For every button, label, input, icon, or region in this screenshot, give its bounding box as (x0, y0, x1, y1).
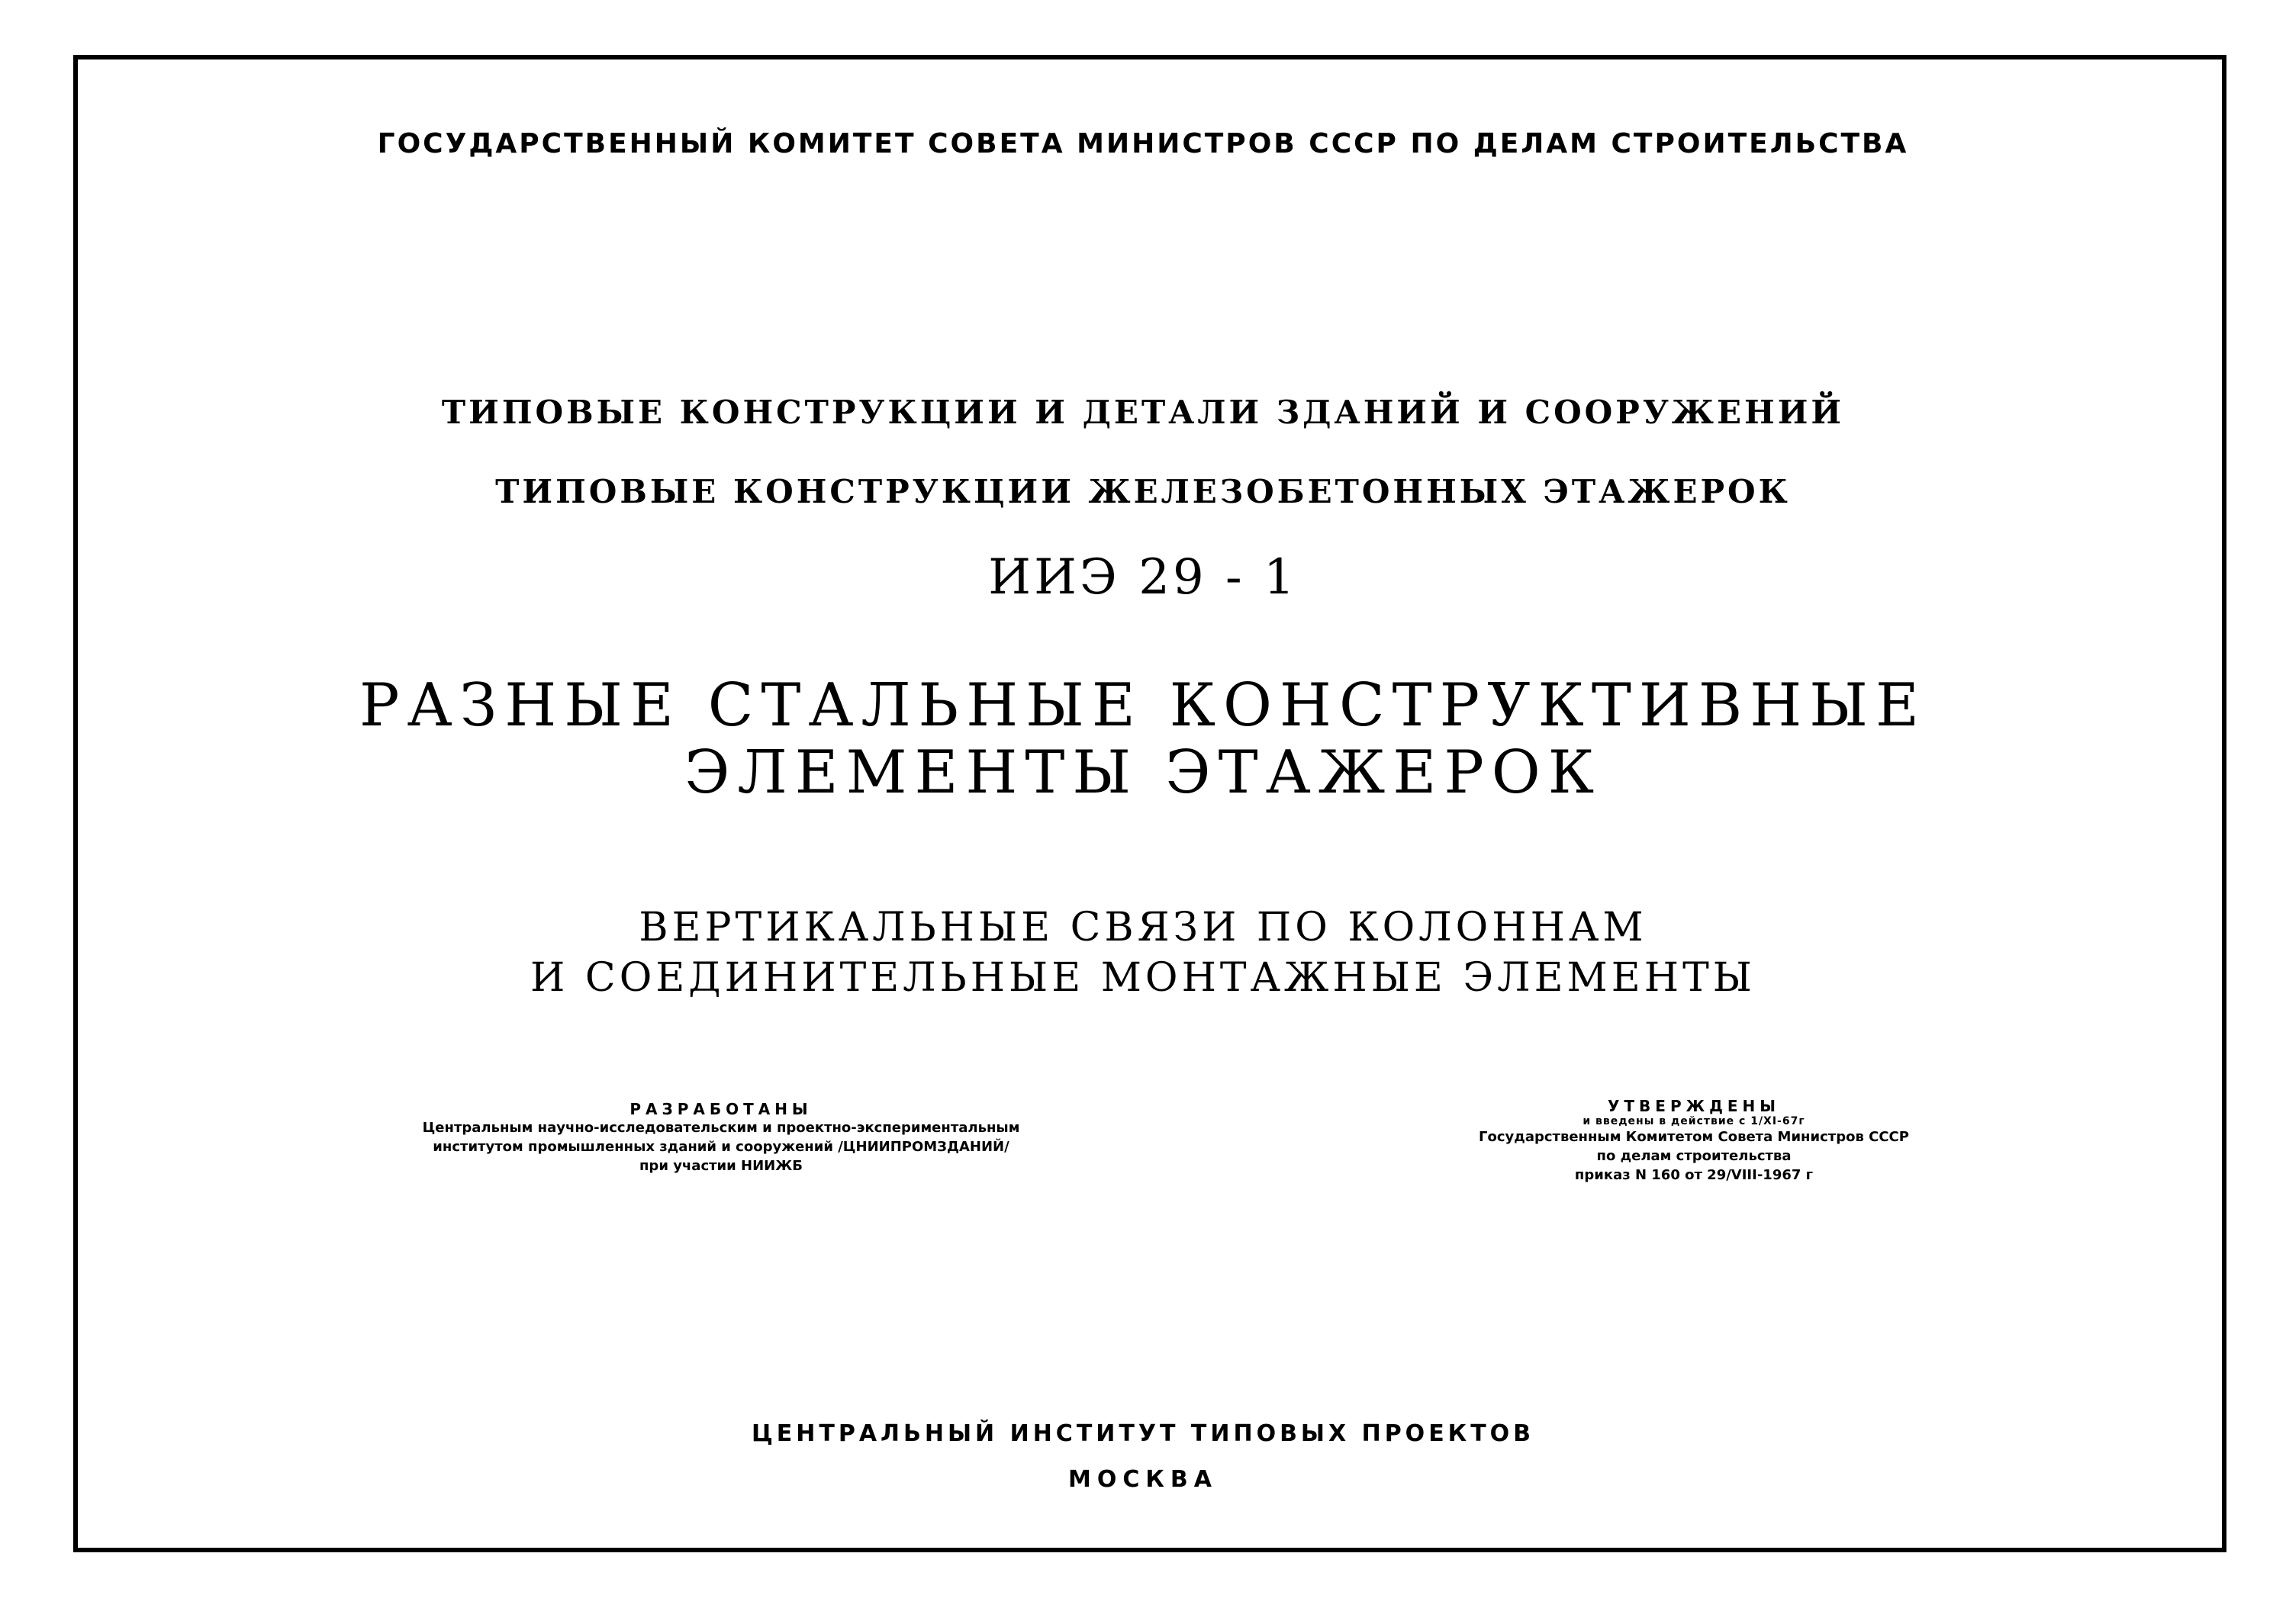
approved-line-1: и введены в действие с 1/XI-67г (1582, 1115, 1805, 1127)
developed-heading: РАЗРАБОТАНЫ (629, 1100, 813, 1118)
developed-line-3: при участии НИИЖБ (639, 1158, 803, 1174)
approved-line-2: Государственным Комитетом Совета Министров СССР (1479, 1129, 1909, 1145)
series-title: ТИПОВЫЕ КОНСТРУКЦИИ И ДЕТАЛИ ЗДАНИЙ И СООРУЖЕНИЙ (441, 394, 1845, 431)
approved-heading: УТВЕРЖДЕНЫ (1607, 1097, 1781, 1115)
main-title-line-2: ЭЛЕМЕНТЫ ЭТАЖЕРОК (684, 738, 1602, 807)
publisher-city: МОСКВА (1068, 1466, 1218, 1493)
approved-by-block (1434, 1097, 1953, 1185)
approved-line-3: по делам строительства (1596, 1148, 1792, 1164)
developed-line-1: Центральным научно-исследовательским и проектно-экспериментальным (422, 1120, 1020, 1136)
publisher-name: ЦЕНТРАЛЬНЫЙ ИНСТИТУТ ТИПОВЫХ ПРОЕКТОВ (751, 1420, 1535, 1447)
developed-by-block (420, 1100, 1022, 1175)
developed-line-2: институтом промышленных зданий и сооружений /ЦНИИПРОМЗДАНИЙ/ (433, 1139, 1009, 1155)
ministry-heading: ГОСУДАРСТВЕННЫЙ КОМИТЕТ СОВЕТА МИНИСТРОВ СССР ПО ДЕЛАМ СТРОИТЕЛЬСТВА (377, 128, 1909, 159)
approved-line-4: приказ N 160 от 29/VIII-1967 г (1574, 1167, 1814, 1183)
main-title-line-1: РАЗНЫЕ СТАЛЬНЫЕ КОНСТРУКТИВНЫЕ (359, 671, 1927, 740)
series-code: ИИЭ 29 - 1 (988, 549, 1298, 606)
subtitle-line-1: ВЕРТИКАЛЬНЫЕ СВЯЗИ ПО КОЛОННАМ (639, 905, 1647, 950)
series-subtitle: ТИПОВЫЕ КОНСТРУКЦИИ ЖЕЛЕЗОБЕТОННЫХ ЭТАЖЕРОК (495, 473, 1791, 510)
subtitle-line-2: И СОЕДИНИТЕЛЬНЫЕ МОНТАЖНЫЕ ЭЛЕМЕНТЫ (530, 955, 1756, 1001)
